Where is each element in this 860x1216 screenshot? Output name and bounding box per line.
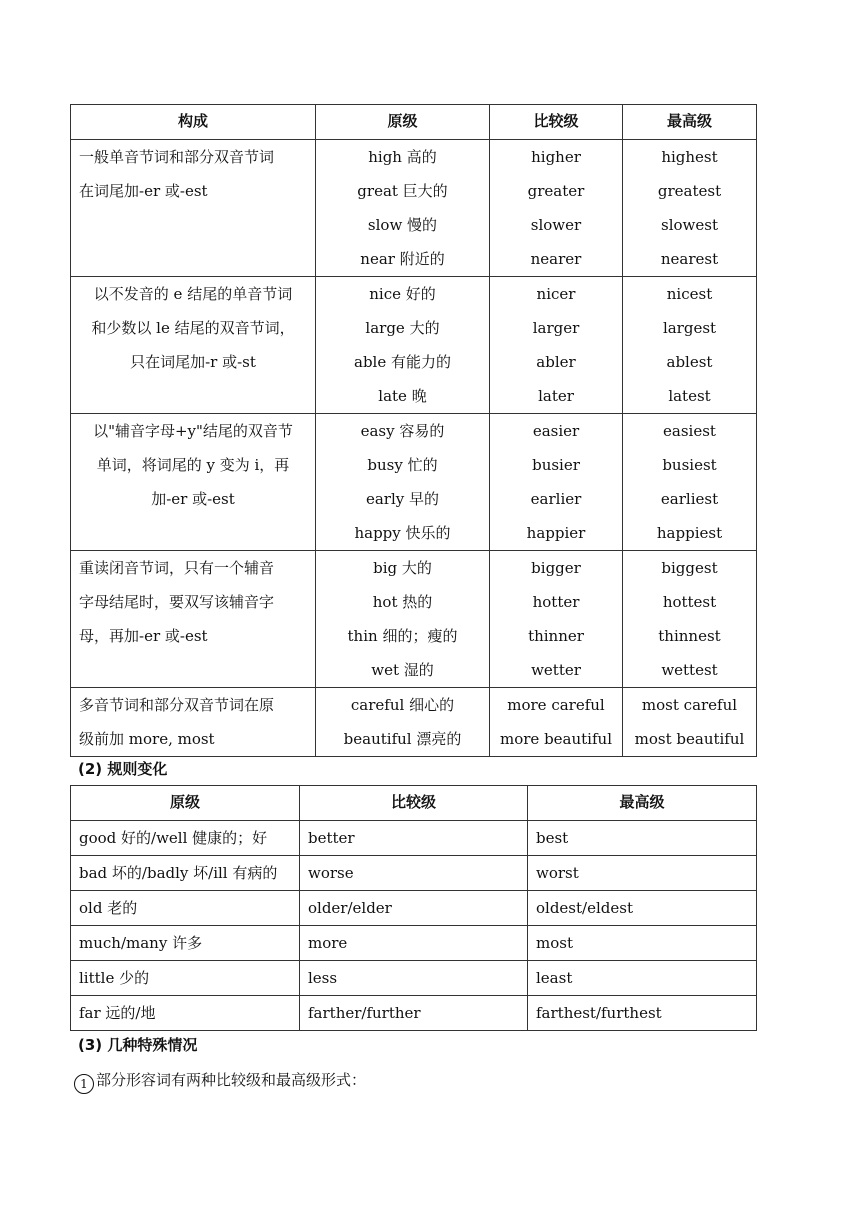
base-line: early 早的	[365, 490, 440, 508]
base-line: large 大的	[365, 319, 440, 337]
rule-line: 级前加 more, most	[79, 730, 215, 748]
rule-line: 母，再加-er 或-est	[79, 627, 208, 645]
irregular-table	[70, 785, 757, 1031]
header-superlative: 最高级	[623, 105, 757, 140]
superlative-cell	[623, 688, 757, 757]
superlative-line: easiest	[663, 422, 716, 440]
superlative-line: most beautiful	[634, 730, 745, 748]
comparative-line: bigger	[531, 559, 581, 577]
header-comparative: 比较级	[300, 786, 528, 821]
superlative-line: wettest	[661, 661, 718, 679]
formation-table-row	[71, 414, 757, 551]
comparative-cell: more	[300, 926, 528, 961]
header-base: 原级	[71, 786, 300, 821]
base-line: wet 湿的	[371, 661, 434, 679]
comparative-cell	[490, 277, 623, 414]
header-base: 原级	[316, 105, 490, 140]
base-cell: bad 坏的/badly 坏/ill 有病的	[71, 856, 300, 891]
comparative-cell: better	[300, 821, 528, 856]
comparative-cell: older/elder	[300, 891, 528, 926]
rule-cell	[71, 277, 316, 414]
note-text: 部分形容词有两种比较级和最高级形式：	[96, 1071, 367, 1089]
rule-line: 单词，将词尾的 y 变为 i，再	[96, 456, 290, 474]
base-cell	[316, 688, 490, 757]
base-cell: little 少的	[71, 961, 300, 996]
formation-table-header	[71, 105, 757, 140]
superlative-line: latest	[668, 387, 711, 405]
rule-line: 和少数以 le 结尾的双音节词，	[91, 319, 295, 337]
base-line: nice 好的	[369, 285, 436, 303]
comparative-line: nearer	[530, 250, 582, 268]
base-line: beautiful 漂亮的	[343, 730, 462, 748]
rule-line: 以"辅音字母+y"结尾的双音节	[93, 422, 293, 440]
base-line: great 巨大的	[357, 182, 448, 200]
base-cell: old 老的	[71, 891, 300, 926]
base-line: happy 快乐的	[354, 524, 451, 542]
superlative-line: hottest	[662, 593, 717, 611]
irregular-table-row	[71, 891, 757, 926]
rule-cell	[71, 551, 316, 688]
superlative-line: nicest	[666, 285, 713, 303]
base-line: easy 容易的	[360, 422, 445, 440]
irregular-table-row	[71, 856, 757, 891]
comparative-cell	[490, 140, 623, 277]
comparative-cell	[490, 414, 623, 551]
comparative-cell: worse	[300, 856, 528, 891]
rule-cell	[71, 414, 316, 551]
superlative-line: busiest	[662, 456, 717, 474]
comparative-cell	[490, 551, 623, 688]
base-cell	[316, 551, 490, 688]
superlative-line: highest	[661, 148, 718, 166]
comparative-line: abler	[536, 353, 576, 371]
rule-line: 在词尾加-er 或-est	[79, 182, 208, 200]
irregular-table-header	[71, 786, 757, 821]
base-line: high 高的	[368, 148, 437, 166]
superlative-cell: oldest/eldest	[528, 891, 757, 926]
superlative-line: earliest	[660, 490, 719, 508]
header-formation: 构成	[71, 105, 316, 140]
superlative-line: slowest	[661, 216, 718, 234]
superlative-cell: worst	[528, 856, 757, 891]
circled-number: 1	[74, 1074, 94, 1094]
base-line: able 有能力的	[354, 353, 451, 371]
superlative-cell: most	[528, 926, 757, 961]
irregular-table-row	[71, 926, 757, 961]
formation-table-row	[71, 277, 757, 414]
comparative-line: thinner	[528, 627, 584, 645]
comparative-line: wetter	[531, 661, 581, 679]
base-line: late 晚	[378, 387, 427, 405]
base-cell: far 远的/地	[71, 996, 300, 1031]
irregular-table-row	[71, 821, 757, 856]
header-superlative: 最高级	[528, 786, 757, 821]
comparative-cell: farther/further	[300, 996, 528, 1031]
base-cell: much/many 许多	[71, 926, 300, 961]
comparative-line: easier	[532, 422, 580, 440]
rule-cell	[71, 688, 316, 757]
comparative-cell	[490, 688, 623, 757]
base-line: busy 忙的	[367, 456, 438, 474]
base-line: big 大的	[373, 559, 432, 577]
formation-table-row	[71, 140, 757, 277]
base-line: careful 细心的	[350, 696, 455, 714]
rule-line: 以不发音的 e 结尾的单音节词	[93, 285, 293, 303]
base-cell	[316, 277, 490, 414]
formation-table-row	[71, 551, 757, 688]
comparative-line: larger	[532, 319, 580, 337]
superlative-line: most careful	[641, 696, 738, 714]
comparative-line: earlier	[530, 490, 582, 508]
superlative-cell: best	[528, 821, 757, 856]
comparative-line: later	[538, 387, 574, 405]
section-2-title: (2) 规则变化	[78, 760, 168, 778]
superlative-line: ablest	[666, 353, 713, 371]
base-cell: good 好的/well 健康的；好	[71, 821, 300, 856]
rule-line: 只在词尾加-r 或-st	[130, 353, 256, 371]
comparative-line: hotter	[532, 593, 580, 611]
superlative-cell	[623, 277, 757, 414]
superlative-cell	[623, 551, 757, 688]
comparative-line: more beautiful	[500, 730, 612, 748]
superlative-cell	[623, 414, 757, 551]
superlative-cell	[623, 140, 757, 277]
comparative-line: busier	[532, 456, 580, 474]
comparative-line: slower	[530, 216, 582, 234]
superlative-cell: farthest/furthest	[528, 996, 757, 1031]
section-3-title: (3) 几种特殊情况	[78, 1036, 198, 1054]
base-line: near 附近的	[360, 250, 445, 268]
rule-line: 多音节词和部分双音节词在原	[79, 696, 275, 714]
superlative-line: thinnest	[658, 627, 721, 645]
rule-cell	[71, 140, 316, 277]
base-line: slow 慢的	[367, 216, 438, 234]
rule-line: 重读闭音节词，只有一个辅音	[79, 559, 275, 577]
superlative-line: largest	[662, 319, 717, 337]
header-comparative: 比较级	[490, 105, 623, 140]
rule-line: 加-er 或-est	[151, 490, 235, 508]
superlative-line: happiest	[656, 524, 723, 542]
comparative-line: happier	[526, 524, 586, 542]
base-cell	[316, 140, 490, 277]
base-line: thin 细的；瘦的	[347, 627, 458, 645]
superlative-line: greatest	[657, 182, 722, 200]
base-line: hot 热的	[372, 593, 433, 611]
comparative-cell: less	[300, 961, 528, 996]
irregular-table-row	[71, 961, 757, 996]
note-line	[74, 1069, 366, 1094]
comparative-line: nicer	[536, 285, 576, 303]
superlative-line: biggest	[661, 559, 718, 577]
rule-line: 一般单音节词和部分双音节词	[79, 148, 275, 166]
superlative-line: nearest	[660, 250, 719, 268]
irregular-table-row	[71, 996, 757, 1031]
formation-table	[70, 104, 757, 757]
base-cell	[316, 414, 490, 551]
comparative-line: higher	[531, 148, 581, 166]
formation-table-row	[71, 688, 757, 757]
rule-line: 字母结尾时，要双写该辅音字	[79, 593, 275, 611]
comparative-line: greater	[527, 182, 585, 200]
superlative-cell: least	[528, 961, 757, 996]
comparative-line: more careful	[507, 696, 605, 714]
